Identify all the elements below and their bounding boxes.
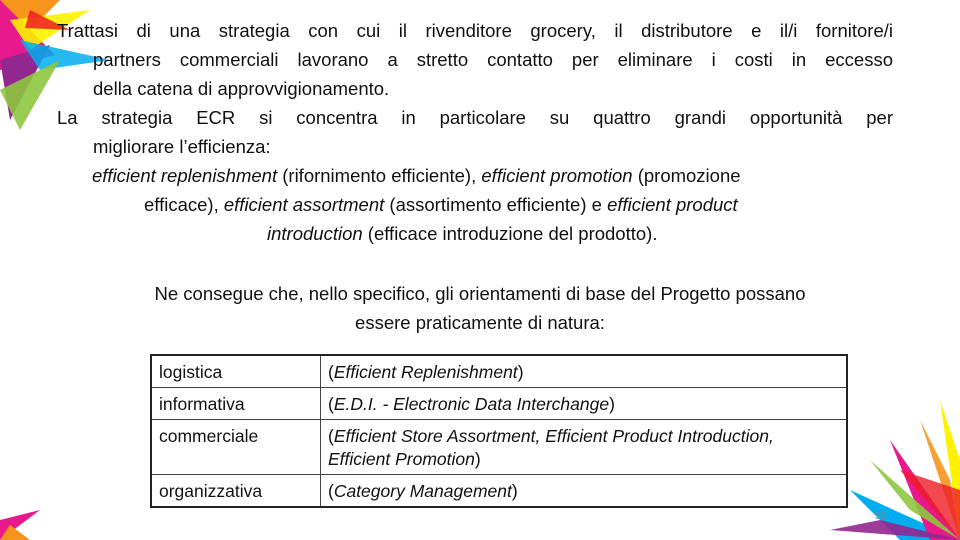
orientation-label: commerciale — [151, 420, 321, 475]
orientation-label: logistica — [151, 355, 321, 388]
table-row — [151, 420, 847, 475]
efficient-promotion-term: efficient promotion — [481, 165, 633, 186]
para3-line1: Ne consegue che, nello specifico, gli orientamenti di base del Progetto possano — [154, 283, 806, 304]
table-row — [151, 355, 847, 388]
efficient-replenishment-term: efficient replenishment — [92, 165, 278, 186]
opportunities-line1 — [60, 161, 920, 190]
efficient-assortment-term: efficient assortment — [223, 194, 385, 215]
opportunities-line2 — [60, 190, 920, 219]
para2-line1: La strategia ECR si concentra in particolare su quattro grandi opportunità per — [57, 107, 893, 128]
orientation-label: informativa — [151, 388, 321, 420]
efficient-promotion-translation: (promozione — [632, 165, 741, 186]
orientation-value-text: Category Management — [333, 481, 512, 501]
corner-decoration-bottom-left — [0, 480, 40, 540]
para1-line1: Trattasi di una strategia con cui il rivenditore grocery, il distributore e il/i fornitore/i — [57, 20, 893, 41]
orientation-table — [150, 354, 848, 508]
orientation-value-text: E.D.I. - Electronic Data Interchange — [333, 394, 610, 414]
orientation-value: (Category Management) — [328, 481, 518, 501]
orientation-value-text: Efficient Store Assortment, Efficient Product Introduction, Efficient Promotion — [328, 426, 774, 469]
orientation-label: organizzativa — [151, 475, 321, 508]
efficient-promotion-translation-cont: efficace), — [144, 194, 224, 215]
opportunities-list — [60, 161, 920, 248]
ecr-focus-paragraph — [57, 103, 893, 161]
table-row — [151, 475, 847, 508]
page-number: 55 — [874, 510, 887, 522]
orientation-value: (Efficient Replenishment) — [328, 362, 524, 382]
corner-decoration-bottom-right — [830, 400, 960, 540]
table-row — [151, 388, 847, 420]
efficient-product-term: efficient product — [607, 194, 738, 215]
efficient-product-introduction-translation: (efficace introduzione del prodotto). — [362, 223, 658, 244]
efficient-replenishment-translation: (rifornimento efficiente), — [277, 165, 482, 186]
orientation-value-text: Efficient Replenishment — [333, 362, 518, 382]
para1-line2: partners commerciali lavorano a stretto contatto per eliminare i costi in eccesso — [93, 49, 893, 70]
para1-line3: della catena di approvvigionamento. — [93, 78, 390, 99]
project-orientation-paragraph — [60, 279, 900, 337]
orientation-value: (Efficient Store Assortment, Efficient Product Introduction, Efficient Promotion) — [328, 426, 774, 469]
para3-line2: essere praticamente di natura: — [355, 312, 605, 333]
opportunities-line3 — [60, 219, 920, 248]
ecr-definition-paragraph — [57, 16, 893, 103]
orientation-value: (E.D.I. - Electronic Data Interchange) — [328, 394, 615, 414]
efficient-assortment-translation: (assortimento efficiente) e — [384, 194, 608, 215]
para2-line2: migliorare l’efficienza: — [93, 136, 271, 157]
introduction-term: introduction — [267, 223, 363, 244]
